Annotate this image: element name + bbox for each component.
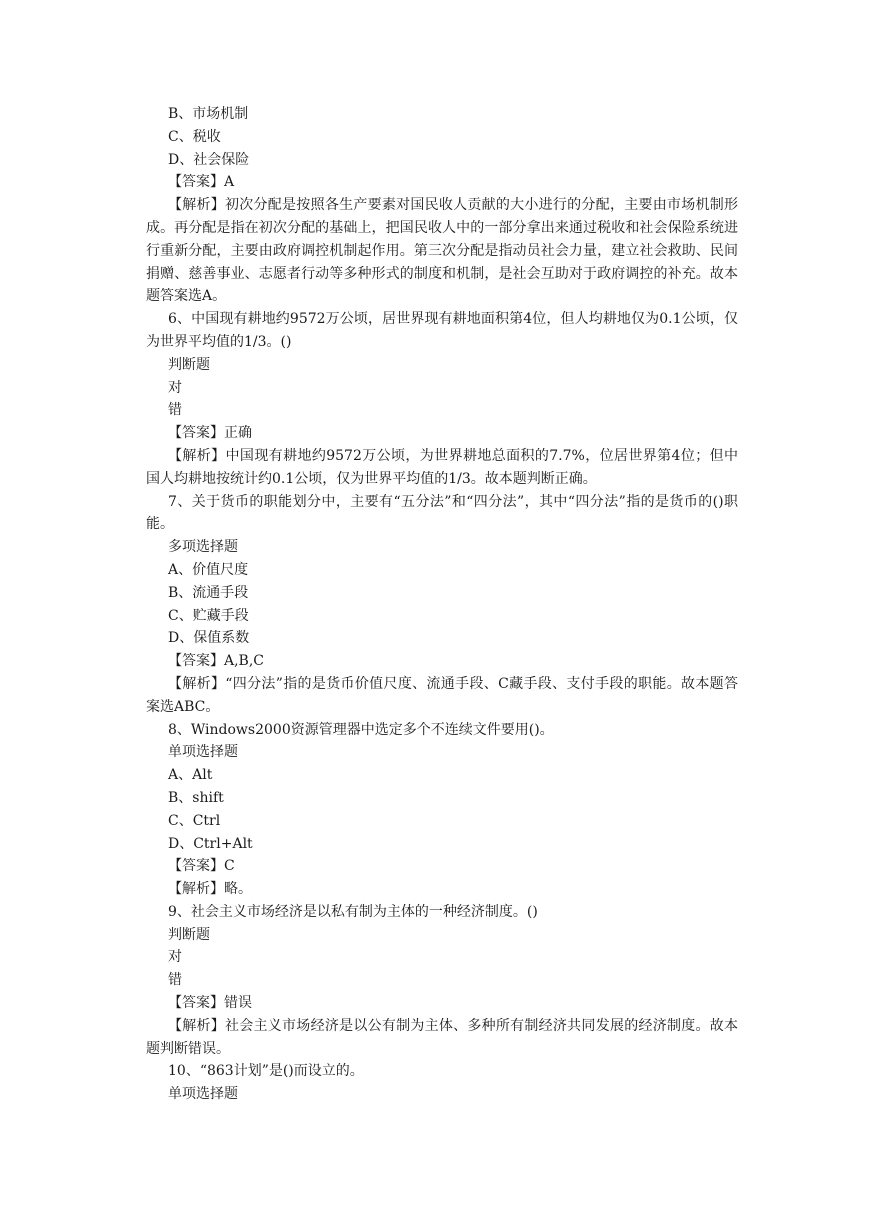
q5-explanation: 【解析】初次分配是按照各生产要素对国民收人贡献的大小进行的分配，主要由市场机制形成。再分配是指在初次分配的基础上，把国民收人中的一部分拿出来通过税收和社会保险系统进行重新分配，主要由政府调控机制起作用。第三次分配是指动员社会力量，建立社会救助、民间捐赠、慈善事业、志愿者行动等多种形式的制度和机制，是社会互助对于政府调控的补充。故本题答案选A。: [146, 197, 738, 305]
q7-option-c: C、贮藏手段: [168, 607, 249, 624]
q9-question: 9、社会主义市场经济是以私有制为主体的一种经济制度。(): [168, 903, 538, 920]
q9-option-false: 错: [168, 972, 182, 989]
q5-answer: 【答案】A: [168, 174, 235, 191]
q5-option-b: B、市场机制: [168, 106, 249, 122]
q10-type: 单项选择题: [168, 1086, 238, 1103]
q8-option-c: C、Ctrl: [168, 812, 221, 829]
q8-question: 8、Windows2000资源管理器中选定多个不连续文件要用()。: [168, 721, 554, 738]
q8-option-d: D、Ctrl+Alt: [168, 835, 253, 852]
q6-type: 判断题: [168, 356, 210, 373]
q9-answer: 【答案】错误: [168, 995, 252, 1012]
q9-option-true: 对: [168, 949, 182, 966]
q8-option-b: B、shift: [168, 789, 224, 806]
q6-question: 6、中国现有耕地约9572万公顷，居世界现有耕地面积第4位，但人均耕地仅为0.1公顷，仅为世界平均值的1/3。(): [146, 311, 738, 350]
q6-explanation: 【解析】中国现有耕地约9572万公顷，为世界耕地总面积的7.7%，位居世界第4位；但中国人均耕地按统计约0.1公顷，仅为世界平均值的1/3。故本题判断正确。: [146, 447, 738, 487]
q7-question: 7、关于货币的职能划分中，主要有“五分法”和“四分法”，其中“四分法”指的是货币的()职能。: [146, 493, 738, 533]
q5-option-d: D、社会保险: [168, 151, 250, 168]
q10-question: 10、“863计划”是()而设立的。: [168, 1063, 364, 1080]
q8-answer: 【答案】C: [168, 858, 235, 875]
q7-option-d: D、保值系数: [168, 630, 250, 647]
q8-explanation: 【解析】略。: [168, 881, 252, 898]
q7-answer: 【答案】A,B,C: [168, 653, 265, 670]
q6-option-false: 错: [168, 402, 182, 419]
q6-option-true: 对: [168, 379, 182, 396]
q7-option-a: A、价值尺度: [168, 561, 249, 578]
q7-type: 多项选择题: [168, 539, 238, 556]
q6-answer: 【答案】正确: [168, 425, 252, 442]
q7-explanation: 【解析】“四分法”指的是货币价值尺度、流通手段、C藏手段、支付手段的职能。故本题答案选ABC。: [146, 675, 738, 715]
q8-type: 单项选择题: [168, 744, 238, 761]
q7-option-b: B、流通手段: [168, 584, 249, 601]
q8-option-a: A、Alt: [168, 767, 213, 784]
q5-option-c: C、税收: [168, 128, 221, 145]
q9-type: 判断题: [168, 926, 210, 943]
document-page: [146, 103, 738, 1106]
q9-explanation: 【解析】社会主义市场经济是以公有制为主体、多种所有制经济共同发展的经济制度。故本题判断错误。: [146, 1017, 738, 1057]
